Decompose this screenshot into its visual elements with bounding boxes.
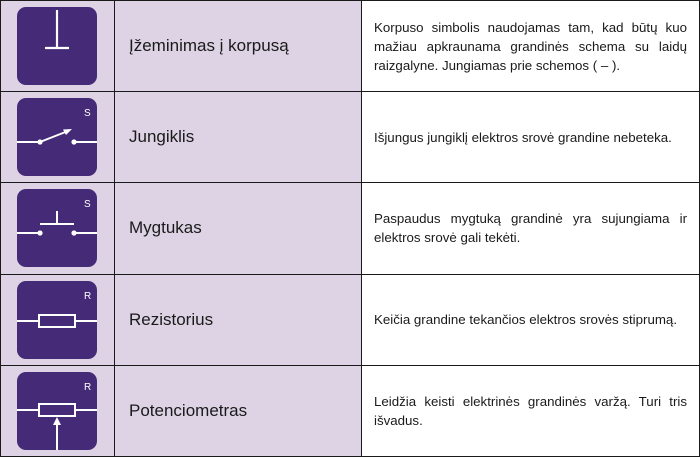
symbol-letter: R <box>84 381 92 393</box>
table-row <box>1 274 700 365</box>
symbol-letter: S <box>84 108 91 120</box>
icon-cell <box>1 183 115 274</box>
component-description: Korpuso simbolis naudojamas tam, kad būtų kuo mažiau apkraunama grandinės schema su laidų raizgalyne. Jungiamas prie schemos ( – ). <box>374 19 687 73</box>
table-row <box>1 365 700 456</box>
push-button-icon <box>17 189 97 267</box>
component-name: Įžeminimas į korpusą <box>129 36 289 56</box>
component-name: Potenciometras <box>129 400 248 420</box>
icon-cell <box>1 365 115 456</box>
icon-cell <box>1 92 115 183</box>
component-name: Rezistorius <box>129 309 214 329</box>
component-description: Keičia grandine tekančios elektros srovės stiprumą. <box>374 312 678 328</box>
component-description: Paspaudus mygtuką grandinė yra sujungiama ir elektros srovė gali tekėti. <box>374 211 687 246</box>
component-description: Išjungus jungiklį elektros srovė grandine nebeteka. <box>374 129 672 145</box>
potentiometer-icon <box>17 372 97 450</box>
ground-chassis-icon <box>17 7 97 85</box>
resistor-icon <box>17 281 97 359</box>
component-name: Jungiklis <box>129 127 195 147</box>
symbol-letter: R <box>84 290 92 302</box>
table-row <box>1 183 700 274</box>
symbol-letter: S <box>84 199 91 211</box>
table-row <box>1 1 700 92</box>
table-row <box>1 92 700 183</box>
icon-cell <box>1 1 115 92</box>
component-name: Mygtukas <box>129 218 202 238</box>
switch-icon <box>17 98 97 176</box>
icon-cell <box>1 274 115 365</box>
component-description: Leidžia keisti elektrinės grandinės varžą. Turi tris išvadus. <box>374 393 687 428</box>
